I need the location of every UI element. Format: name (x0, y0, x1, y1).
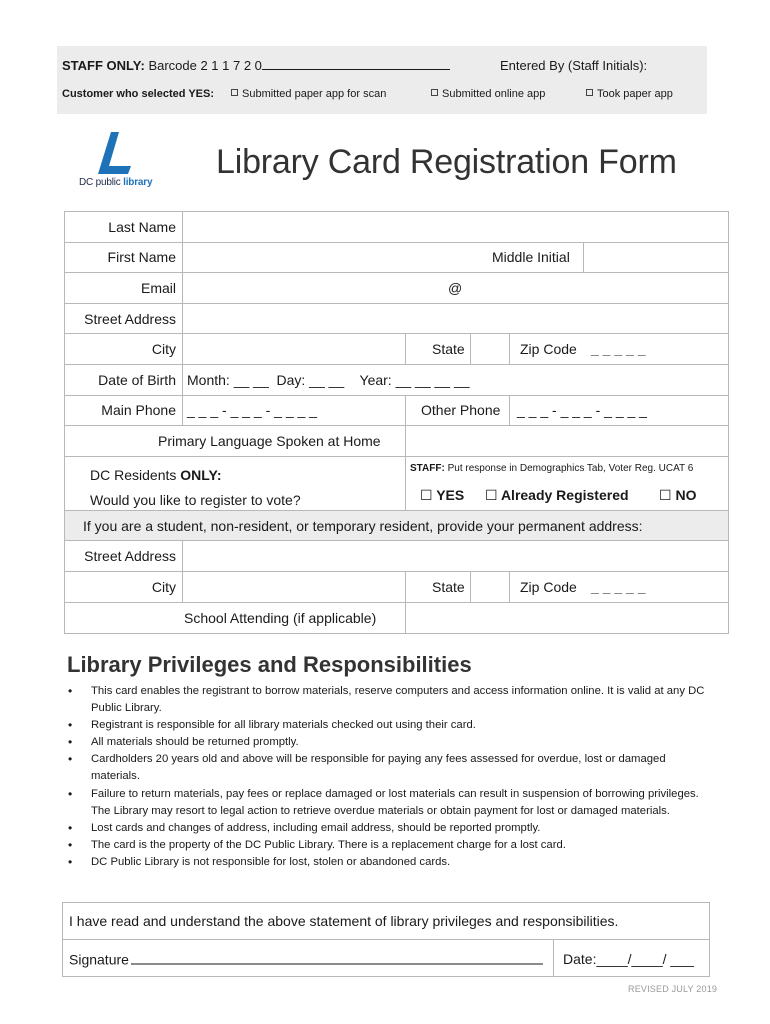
other-phone-label: Other Phone (421, 402, 501, 419)
permanent-zip-blanks[interactable]: _ _ _ _ _ (591, 578, 646, 595)
signature-field[interactable] (69, 950, 543, 967)
date-of-birth-label: Date of Birth (98, 371, 176, 388)
checkbox-icon[interactable] (231, 89, 238, 96)
checkbox-icon[interactable]: ☐ (485, 486, 498, 503)
list-item: • Lost cards and changes of address, including email address, should be reported promptly. (68, 820, 708, 837)
list-item: • Failure to return materials, pay fees or replace damaged or lost materials can result in suspension of borrowing privileges. The Library may resort to legal action to retrieve overdue materials or obtain payment for lost or damaged materials. (68, 786, 708, 820)
privileges-title: Library Privileges and Responsibilities (67, 652, 472, 677)
permanent-street-input[interactable] (183, 541, 729, 571)
phone-row (65, 396, 728, 427)
checkbox-icon[interactable]: ☐ (659, 486, 672, 503)
permanent-street-label: Street Address (84, 548, 176, 565)
last-name-input[interactable] (183, 212, 729, 242)
library-l-icon (79, 132, 139, 176)
option-online-app[interactable]: Submitted online app (431, 88, 545, 100)
registration-form (64, 211, 729, 634)
privileges-list (68, 683, 708, 871)
last-name-label: Last Name (108, 218, 176, 235)
email-label: Email (140, 279, 176, 296)
entered-by-label: Entered By (Staff Initials): (500, 58, 648, 73)
date-of-birth-input[interactable]: Month: __ __ Day: __ __ Year: __ __ __ __ (187, 371, 470, 388)
barcode-label: Barcode 2 1 1 7 2 0 (148, 58, 262, 73)
vote-no-option[interactable]: ☐ NO (659, 486, 697, 503)
email-row (65, 273, 728, 304)
middle-initial-label: Middle Initial (492, 249, 570, 266)
permanent-state-input[interactable] (471, 572, 509, 602)
main-phone-input[interactable]: _ _ _ - _ _ _ - _ _ _ _ (187, 402, 317, 419)
voter-registration-row (65, 457, 728, 511)
staff-only-section (57, 46, 707, 114)
checkbox-icon[interactable] (586, 89, 593, 96)
logo-prefix: DC public (79, 177, 124, 188)
other-phone-input[interactable]: _ _ _ - _ _ _ - _ _ _ _ (517, 402, 647, 419)
checkbox-icon[interactable] (431, 89, 438, 96)
barcode-input-line[interactable] (262, 58, 450, 70)
student-note: If you are a student, non-resident, or temporary resident, provide your permanent address: (83, 517, 643, 534)
option-paper-scan[interactable]: Submitted paper app for scan (231, 88, 386, 100)
signature-label: Signature (69, 951, 129, 967)
logo-suffix: library (123, 177, 153, 188)
state-label: State (432, 341, 465, 358)
permanent-city-input[interactable] (183, 572, 405, 602)
vote-already-registered-option[interactable]: ☐ Already Registered (485, 486, 629, 503)
permanent-street-row (65, 541, 728, 572)
staff-only-label: STAFF ONLY: (62, 58, 145, 73)
checkbox-icon[interactable]: ☐ (420, 486, 433, 503)
state-input[interactable] (471, 334, 509, 364)
last-name-row (65, 212, 728, 243)
dc-residents-label: DC Residents ONLY: (90, 466, 222, 483)
primary-language-row (65, 426, 728, 457)
permanent-city-state-zip-row (65, 572, 728, 603)
permanent-address-note-row (65, 511, 728, 542)
list-item: • The card is the property of the DC Public Library. There is a replacement charge for a lost card. (68, 837, 708, 854)
list-item: • All materials should be returned promptly. (68, 734, 708, 751)
staff-note: STAFF: Put response in Demographics Tab, Voter Reg. UCAT 6 (410, 462, 694, 474)
school-attending-label: School Attending (if applicable) (184, 609, 377, 626)
acknowledgement-statement: I have read and understand the above statement of library privileges and responsibilities. (69, 913, 619, 929)
register-vote-question: Would you like to register to vote? (90, 491, 301, 508)
at-sign: @ (448, 279, 463, 296)
dc-public-library-logo (79, 132, 159, 190)
permanent-state-label: State (432, 578, 465, 595)
list-item: • DC Public Library is not responsible for lost, stolen or abandoned cards. (68, 854, 708, 871)
option-took-paper[interactable]: Took paper app (586, 88, 673, 100)
date-field[interactable]: Date:____/____/ ___ (563, 950, 694, 967)
first-name-input[interactable] (183, 243, 483, 273)
revision-date: REVISED JULY 2019 (628, 984, 718, 994)
street-address-input[interactable] (183, 304, 729, 334)
zip-code-blanks[interactable]: _ _ _ _ _ (591, 341, 646, 358)
signature-line[interactable] (131, 950, 543, 964)
first-name-row (65, 243, 728, 274)
vote-yes-option[interactable]: ☐ YES (420, 486, 465, 503)
list-item: • This card enables the registrant to borrow materials, reserve computers and access information online. It is valid at any DC Public Library. (68, 683, 708, 717)
list-item: • Cardholders 20 years old and above will be responsible for paying any fees assessed for overdue, lost or damaged materials. (68, 751, 708, 785)
city-input[interactable] (183, 334, 405, 364)
street-address-row (65, 304, 728, 335)
customer-selected-label: Customer who selected YES: (62, 88, 215, 100)
primary-language-input[interactable] (406, 426, 729, 456)
date-of-birth-row (65, 365, 728, 396)
page-title: Library Card Registration Form (216, 143, 677, 181)
school-attending-row (65, 603, 728, 634)
barcode-field (62, 58, 450, 73)
main-phone-label: Main Phone (101, 402, 176, 419)
street-address-label: Street Address (84, 310, 176, 327)
permanent-city-label: City (151, 578, 176, 595)
permanent-zip-label: Zip Code (520, 578, 577, 595)
school-attending-input[interactable] (406, 603, 729, 634)
list-item: • Registrant is responsible for all library materials checked out using their card. (68, 717, 708, 734)
city-label: City (151, 341, 176, 358)
first-name-label: First Name (107, 249, 176, 266)
middle-initial-input[interactable] (584, 243, 729, 273)
primary-language-label: Primary Language Spoken at Home (158, 432, 381, 449)
acknowledgement-box (62, 902, 710, 977)
zip-code-label: Zip Code (520, 341, 577, 358)
city-state-zip-row (65, 334, 728, 365)
